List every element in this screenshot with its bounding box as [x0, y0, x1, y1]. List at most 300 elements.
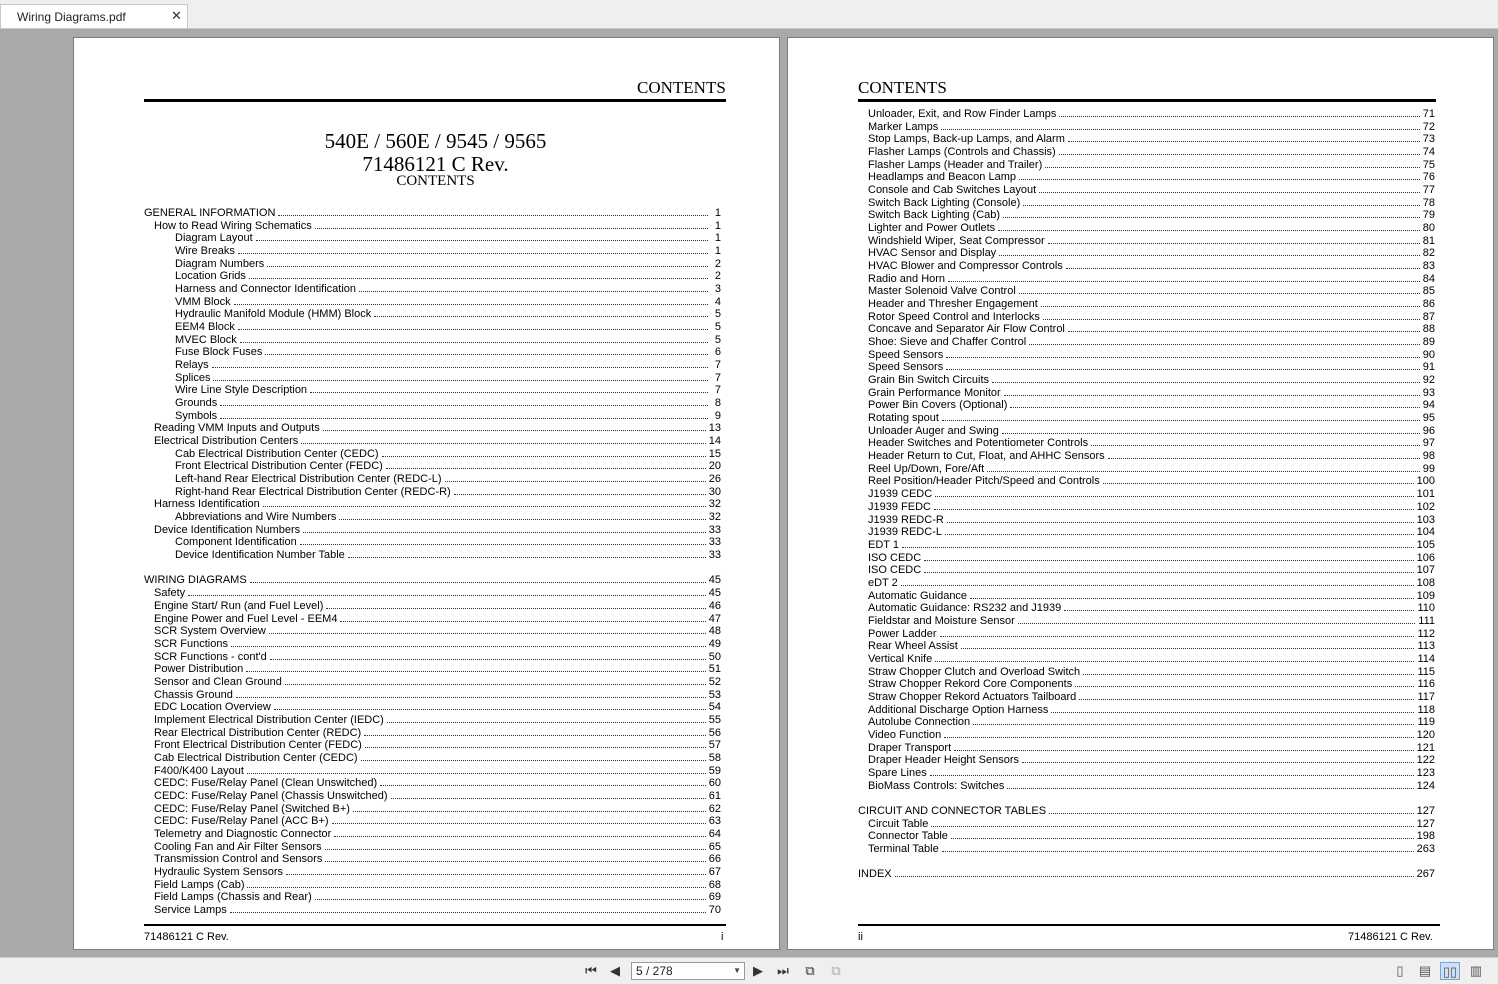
- toc-entry[interactable]: [144, 587, 721, 600]
- toc-leader-dots: [353, 811, 706, 812]
- tab-bar: [0, 0, 1498, 29]
- toc-entry[interactable]: [858, 704, 1435, 717]
- toc-entry[interactable]: [858, 653, 1435, 666]
- toc-entry[interactable]: [858, 830, 1435, 843]
- toc-entry[interactable]: [144, 536, 721, 549]
- toc-entry-title: Reel Position/Header Pitch/Speed and Controls: [868, 475, 1103, 488]
- toc-entry[interactable]: [144, 815, 721, 828]
- toc-entry-page: 115: [1417, 665, 1435, 678]
- toc-entry[interactable]: [144, 828, 721, 841]
- toc-entry-page: 112: [1417, 627, 1435, 640]
- toc-leader-dots: [1029, 344, 1420, 345]
- toc-entry[interactable]: [144, 790, 721, 803]
- previous-page-icon[interactable]: ◀: [610, 963, 620, 978]
- toc-entry-page: 7: [714, 371, 721, 384]
- toc-entry[interactable]: [144, 765, 721, 778]
- toc-entry-page: 198: [1416, 830, 1435, 843]
- toc-entry-page: 2: [714, 270, 721, 283]
- toc-entry-title: Electrical Distribution Centers: [154, 435, 301, 448]
- toc-entry-title: Grain Performance Monitor: [868, 387, 1004, 400]
- toc-entry[interactable]: [858, 868, 1435, 881]
- toc-entry[interactable]: [144, 689, 721, 702]
- toc-leader-dots: [236, 697, 706, 698]
- toc-entry[interactable]: [144, 384, 721, 397]
- toc-entry[interactable]: [858, 146, 1435, 159]
- toc-entry[interactable]: [858, 399, 1435, 412]
- toc-entry[interactable]: [144, 549, 721, 562]
- toc-entry[interactable]: [858, 552, 1435, 565]
- toc-entry[interactable]: [858, 716, 1435, 729]
- toc-entry-title: Cooling Fan and Air Filter Sensors: [154, 841, 325, 854]
- toc-entry-title: Switch Back Lighting (Cab): [868, 209, 1003, 222]
- navigation-bar: [0, 957, 1498, 984]
- toc-entry[interactable]: [144, 524, 721, 537]
- toc-entry[interactable]: [858, 222, 1435, 235]
- toc-entry[interactable]: [858, 590, 1435, 603]
- continuous-page-icon[interactable]: ▤: [1418, 963, 1432, 978]
- toc-entry[interactable]: [144, 651, 721, 664]
- toc-entry[interactable]: [858, 577, 1435, 590]
- toc-entry-page: 75: [1422, 158, 1435, 171]
- toc-entry-page: 267: [1416, 868, 1435, 881]
- toc-entry-title: J1939 REDC-R: [868, 514, 947, 527]
- close-icon[interactable]: ✕: [171, 8, 182, 23]
- toc-entry[interactable]: [144, 625, 721, 638]
- toc-entry[interactable]: [858, 311, 1435, 324]
- toc-entry-page: 84: [1422, 272, 1435, 285]
- toc-leader-dots: [934, 509, 1414, 510]
- two-page-icon[interactable]: ▯▯: [1440, 962, 1460, 980]
- toc-entry[interactable]: [858, 184, 1435, 197]
- toc-leader-dots: [1068, 141, 1420, 142]
- toc-entry[interactable]: [144, 232, 721, 245]
- toc-entry-page: 121: [1416, 741, 1435, 754]
- toc-entry-title: J1939 FEDC: [868, 501, 934, 514]
- toc-entry[interactable]: [858, 615, 1435, 628]
- toc-entry[interactable]: [858, 197, 1435, 210]
- toc-entry[interactable]: [858, 488, 1435, 501]
- toc-entry-page: 5: [714, 333, 721, 346]
- toc-entry-title: Flasher Lamps (Header and Trailer): [868, 159, 1045, 172]
- toc-leader-dots: [315, 228, 708, 229]
- toc-entry-title: Speed Sensors: [868, 349, 946, 362]
- toc-entry-page: 94: [1422, 399, 1435, 412]
- toc-entry-title: Harness Identification: [154, 498, 263, 511]
- toc-leader-dots: [286, 874, 706, 875]
- toc-entry-title: Concave and Separator Air Flow Control: [868, 323, 1068, 336]
- toc-entry-page: 67: [708, 865, 721, 878]
- toc-entry[interactable]: [858, 539, 1435, 552]
- previous-view-icon[interactable]: ⧉: [805, 963, 815, 978]
- toc-entry[interactable]: [144, 777, 721, 790]
- toc-entry-page: 45: [708, 587, 721, 600]
- toc-entry-page: 5: [714, 308, 721, 321]
- toc-entry-page: 78: [1422, 196, 1435, 209]
- toc-entry[interactable]: [858, 602, 1435, 615]
- toc-entry[interactable]: [858, 767, 1435, 780]
- toc-entry[interactable]: [858, 298, 1435, 311]
- toc-entry-page: 97: [1422, 437, 1435, 450]
- toc-entry-title: Draper Header Height Sensors: [868, 754, 1022, 767]
- toc-entry-page: 80: [1422, 222, 1435, 235]
- toc-entry-page: 110: [1417, 602, 1435, 615]
- toc-entry[interactable]: [144, 435, 721, 448]
- toc-entry-page: 64: [708, 827, 721, 840]
- toc-leader-dots: [1049, 813, 1414, 814]
- toc-entry[interactable]: [144, 334, 721, 347]
- toc-entry[interactable]: [144, 574, 721, 587]
- toc-entry[interactable]: [144, 714, 721, 727]
- toc-entry-page: 58: [708, 751, 721, 764]
- toc-entry-page: 57: [708, 739, 721, 752]
- toc-leader-dots: [247, 773, 706, 774]
- toc-entry[interactable]: [144, 879, 721, 892]
- toc-leader-dots: [1023, 205, 1420, 206]
- toc-entry[interactable]: [858, 780, 1435, 793]
- toc-entry-page: 120: [1416, 728, 1435, 741]
- toc-entry-title: Radio and Horn: [868, 273, 948, 286]
- toc-leader-dots: [250, 582, 706, 583]
- toc-leader-dots: [940, 636, 1415, 637]
- toc-entry[interactable]: [858, 374, 1435, 387]
- toc-entry[interactable]: [144, 803, 721, 816]
- toc-entry[interactable]: [144, 308, 721, 321]
- page-header: CONTENTS: [637, 78, 726, 97]
- toc-entry-page: 33: [708, 549, 721, 562]
- toc-entry-title: Automatic Guidance: RS232 and J1939: [868, 602, 1064, 615]
- toc-entry-page: 91: [1422, 361, 1435, 374]
- toc-entry-page: 102: [1416, 500, 1435, 513]
- toc-entry[interactable]: [858, 818, 1435, 831]
- toc-entry[interactable]: [858, 640, 1435, 653]
- toc-leader-dots: [895, 876, 1414, 877]
- toc-leader-dots: [942, 851, 1414, 852]
- toc-entry-title: Implement Electrical Distribution Center (IEDC): [154, 714, 387, 727]
- toc-entry-page: 54: [708, 701, 721, 714]
- toc-entry[interactable]: [858, 666, 1435, 679]
- toc-leader-dots: [992, 382, 1420, 383]
- toc-entry[interactable]: [858, 691, 1435, 704]
- toc-entry[interactable]: [858, 133, 1435, 146]
- toc-leader-dots: [269, 633, 706, 634]
- toc-entry[interactable]: [144, 245, 721, 258]
- toc-entry[interactable]: [144, 372, 721, 385]
- toc-entry-page: 62: [708, 802, 721, 815]
- toc-leader-dots: [1004, 395, 1420, 396]
- toc-entry-page: 1: [714, 207, 721, 219]
- toc-leader-dots: [1108, 458, 1420, 459]
- toc-entry[interactable]: [858, 742, 1435, 755]
- toc-entry[interactable]: [144, 752, 721, 765]
- toc-entry[interactable]: [144, 701, 721, 714]
- toc-entry-title: VMM Block: [175, 296, 234, 309]
- toc-leader-dots: [348, 557, 706, 558]
- toc-entry-title: Telemetry and Diagnostic Connector: [154, 828, 334, 841]
- toc-entry-page: 48: [708, 625, 721, 638]
- toc-entry[interactable]: [144, 891, 721, 904]
- toc-leader-dots: [1003, 217, 1420, 218]
- toc-leader-dots: [361, 760, 706, 761]
- toc-entry[interactable]: [144, 511, 721, 524]
- toc-entry-title: Field Lamps (Cab): [154, 879, 247, 892]
- toc-entry-title: EEM4 Block: [175, 321, 238, 334]
- toc-entry-page: 30: [708, 485, 721, 498]
- toc-leader-dots: [380, 785, 706, 786]
- toc-entry-page: 101: [1416, 488, 1435, 501]
- toc-entry[interactable]: [858, 450, 1435, 463]
- chevron-down-icon[interactable]: ▼: [733, 966, 741, 975]
- toc-entry[interactable]: [144, 904, 721, 917]
- toc-entry-title: Location Grids: [175, 270, 249, 283]
- toc-entry[interactable]: [144, 448, 721, 461]
- toc-leader-dots: [1039, 192, 1420, 193]
- toc-entry[interactable]: [144, 270, 721, 283]
- toc-leader-dots: [1045, 167, 1420, 168]
- toc-entry-page: 117: [1417, 690, 1435, 703]
- toc-entry-title: Field Lamps (Chassis and Rear): [154, 891, 315, 904]
- toc-entry[interactable]: [144, 638, 721, 651]
- page-number-input[interactable]: [631, 962, 745, 980]
- toc-entry-page: 7: [714, 384, 721, 397]
- toc-entry[interactable]: [858, 628, 1435, 641]
- toc-entry[interactable]: [858, 754, 1435, 767]
- toc-leader-dots: [1043, 319, 1420, 320]
- toc-entry[interactable]: [144, 600, 721, 613]
- toc-entry-page: 96: [1422, 424, 1435, 437]
- toc-entry[interactable]: [858, 843, 1435, 856]
- toc-entry-page: 33: [708, 536, 721, 549]
- toc-entry-title: Relays: [175, 359, 212, 372]
- toc-leader-dots: [213, 380, 708, 381]
- toc-leader-dots: [931, 826, 1413, 827]
- toc-leader-dots: [973, 724, 1414, 725]
- toc-entry-page: 32: [708, 511, 721, 524]
- toc-entry-title: Abbreviations and Wire Numbers: [175, 511, 339, 524]
- toc-leader-dots: [256, 240, 708, 241]
- toc-entry-page: 4: [714, 295, 721, 308]
- toc-entry[interactable]: [144, 346, 721, 359]
- toc-entry-page: 124: [1416, 779, 1435, 792]
- toc-entry[interactable]: [858, 285, 1435, 298]
- toc-leader-dots: [267, 266, 708, 267]
- toc-entry-page: 6: [714, 346, 721, 359]
- toc-leader-dots: [325, 849, 706, 850]
- toc-entry-title: HVAC Blower and Compressor Controls: [868, 260, 1066, 273]
- toc-entry[interactable]: [858, 463, 1435, 476]
- toc-entry-page: 99: [1422, 462, 1435, 475]
- toc-leader-dots: [325, 861, 705, 862]
- toc-entry-page: 52: [708, 675, 721, 688]
- toc-entry[interactable]: [858, 437, 1435, 450]
- toc-entry[interactable]: [858, 273, 1435, 286]
- toc-entry[interactable]: [144, 676, 721, 689]
- toc-entry-page: 65: [708, 840, 721, 853]
- toc-leader-dots: [326, 608, 705, 609]
- toc-leader-dots: [263, 506, 706, 507]
- toc-leader-dots: [339, 519, 705, 520]
- toc-leader-dots: [300, 544, 706, 545]
- two-page-continuous-icon[interactable]: ▥: [1469, 963, 1483, 978]
- footer-rule: [144, 924, 726, 926]
- last-page-icon[interactable]: ⏭: [777, 963, 789, 978]
- toc-entry[interactable]: [144, 473, 721, 486]
- toc-entry[interactable]: [144, 739, 721, 752]
- toc-entry[interactable]: [858, 235, 1435, 248]
- toc-leader-dots: [946, 369, 1420, 370]
- toc-entry[interactable]: [144, 613, 721, 626]
- toc-entry-title: Reel Up/Down, Fore/Aft: [868, 463, 987, 476]
- toc-entry[interactable]: [144, 866, 721, 879]
- toc-entry[interactable]: [858, 412, 1435, 425]
- footer-doc-number: 71486121 C Rev.: [144, 931, 229, 943]
- toc-entry-page: 47: [708, 612, 721, 625]
- header-rule: [144, 99, 726, 102]
- toc-leader-dots: [951, 838, 1414, 839]
- toc-leader-dots: [998, 230, 1420, 231]
- toc-entry[interactable]: [144, 486, 721, 499]
- toc-entry[interactable]: [144, 498, 721, 511]
- toc-entry-page: 69: [708, 891, 721, 904]
- toc-entry-page: 104: [1416, 526, 1435, 539]
- toc-entry-title: CEDC: Fuse/Relay Panel (ACC B+): [154, 815, 332, 828]
- toc-entry[interactable]: [858, 678, 1435, 691]
- toc-entry[interactable]: [858, 336, 1435, 349]
- toc-entry-page: 55: [708, 713, 721, 726]
- toc-entry[interactable]: [858, 501, 1435, 514]
- toc-leader-dots: [1041, 306, 1420, 307]
- next-view-icon[interactable]: ⧉: [831, 963, 841, 978]
- toc-entry[interactable]: [144, 207, 721, 220]
- toc-entry[interactable]: [858, 514, 1435, 527]
- toc-entry-page: 49: [708, 637, 721, 650]
- toc-entry-page: 263: [1416, 842, 1435, 855]
- toc-entry[interactable]: [858, 209, 1435, 222]
- toc-entry[interactable]: [858, 387, 1435, 400]
- toc-entry[interactable]: [144, 359, 721, 372]
- toc-leader-dots: [1022, 762, 1414, 763]
- toc-entry-page: 60: [708, 777, 721, 790]
- toc-entry-title: EDC Location Overview: [154, 701, 274, 714]
- next-page-icon[interactable]: ▶: [753, 963, 763, 978]
- toc-entry-page: 61: [708, 789, 721, 802]
- toc-entry-title: Fieldstar and Moisture Sensor: [868, 615, 1018, 628]
- toc-entry-page: 86: [1422, 298, 1435, 311]
- toc-entry-title: CEDC: Fuse/Relay Panel (Chassis Unswitched): [154, 790, 391, 803]
- toc-leader-dots: [954, 750, 1413, 751]
- single-page-icon[interactable]: ▯: [1396, 963, 1404, 978]
- toc-entry-title: Power Ladder: [868, 628, 940, 641]
- toc-leader-dots: [386, 468, 706, 469]
- toc-entry-title: Cab Electrical Distribution Center (CEDC): [175, 448, 382, 461]
- toc-entry[interactable]: [144, 220, 721, 233]
- footer-page-number: ii: [858, 931, 863, 943]
- toc-entry[interactable]: [858, 323, 1435, 336]
- toc-entry[interactable]: [144, 397, 721, 410]
- toc-leader-dots: [1103, 483, 1414, 484]
- toc-entry[interactable]: [144, 296, 721, 309]
- toc-entry[interactable]: [858, 121, 1435, 134]
- toc-entry-page: 7: [714, 359, 721, 372]
- toc-leader-dots: [935, 661, 1414, 662]
- toc-leader-dots: [1075, 686, 1414, 687]
- toc-entry[interactable]: [858, 260, 1435, 273]
- pdf-page-right: [787, 37, 1494, 950]
- toc-entry[interactable]: [858, 425, 1435, 438]
- toc-leader-dots: [364, 735, 706, 736]
- toc-entry-page: 79: [1422, 209, 1435, 222]
- toc-entry[interactable]: [858, 805, 1435, 818]
- first-page-icon[interactable]: ⏮: [585, 963, 597, 978]
- document-viewer[interactable]: [0, 29, 1498, 957]
- toc-entry-title: Device Identification Numbers: [154, 524, 303, 537]
- toc-entry[interactable]: [144, 321, 721, 334]
- toc-entry-title: Video Function: [868, 729, 944, 742]
- toc-leader-dots: [999, 255, 1420, 256]
- toc-leader-dots: [270, 659, 706, 660]
- footer-page-number: i: [721, 931, 724, 943]
- toc-entry-title: Flasher Lamps (Controls and Chassis): [868, 146, 1059, 159]
- toc-entry-page: 108: [1416, 576, 1435, 589]
- toc-entry[interactable]: [858, 349, 1435, 362]
- toc-entry[interactable]: [144, 422, 721, 435]
- toc-leader-dots: [946, 357, 1420, 358]
- toc-leader-dots: [924, 560, 1413, 561]
- toc-entry-title: Front Electrical Distribution Center (FEDC): [154, 739, 365, 752]
- toc-entry-title: How to Read Wiring Schematics: [154, 220, 315, 233]
- toc-leader-dots: [1064, 610, 1414, 611]
- toc-entry[interactable]: [858, 526, 1435, 539]
- toc-leader-dots: [334, 836, 705, 837]
- toc-entry[interactable]: [144, 283, 721, 296]
- toc-entry-page: 123: [1416, 766, 1435, 779]
- toc-entry[interactable]: [144, 258, 721, 271]
- toc-entry[interactable]: [858, 361, 1435, 374]
- toc-entry-title: Unloader, Exit, and Row Finder Lamps: [868, 108, 1059, 121]
- toc-entry[interactable]: [858, 729, 1435, 742]
- toc-entry[interactable]: [858, 159, 1435, 172]
- toc-leader-dots: [230, 912, 706, 913]
- toc-leader-dots: [930, 775, 1414, 776]
- toc-entry-page: 90: [1422, 348, 1435, 361]
- toc-entry[interactable]: [858, 171, 1435, 184]
- toc-entry-page: 93: [1422, 386, 1435, 399]
- toc-entry[interactable]: [858, 108, 1435, 121]
- toc-entry-page: 72: [1422, 120, 1435, 133]
- toc-entry-title: Header Switches and Potentiometer Controls: [868, 437, 1091, 450]
- toc-entry-title: Hydraulic System Sensors: [154, 866, 286, 879]
- toc-leader-dots: [238, 329, 708, 330]
- toc-entry-title: Diagram Numbers: [175, 258, 267, 271]
- toc-entry-title: Windshield Wiper, Seat Compressor: [868, 235, 1048, 248]
- document-tab[interactable]: [0, 4, 188, 28]
- toc-entry-title: HVAC Sensor and Display: [868, 247, 999, 260]
- toc-entry-title: Transmission Control and Sensors: [154, 853, 325, 866]
- toc-entry[interactable]: [144, 663, 721, 676]
- toc-entry[interactable]: [858, 247, 1435, 260]
- toc-entry[interactable]: [144, 460, 721, 473]
- toc-entry[interactable]: [144, 727, 721, 740]
- toc-entry[interactable]: [858, 564, 1435, 577]
- toc-entry-title: Component Identification: [175, 536, 300, 549]
- toc-entry[interactable]: [144, 853, 721, 866]
- toc-entry[interactable]: [144, 841, 721, 854]
- toc-entry[interactable]: [144, 410, 721, 423]
- toc-entry[interactable]: [858, 475, 1435, 488]
- toc-entry-page: 77: [1422, 184, 1435, 197]
- pdf-page-left: [73, 37, 780, 950]
- toc-entry-page: 73: [1422, 133, 1435, 146]
- footer-rule: [858, 924, 1440, 926]
